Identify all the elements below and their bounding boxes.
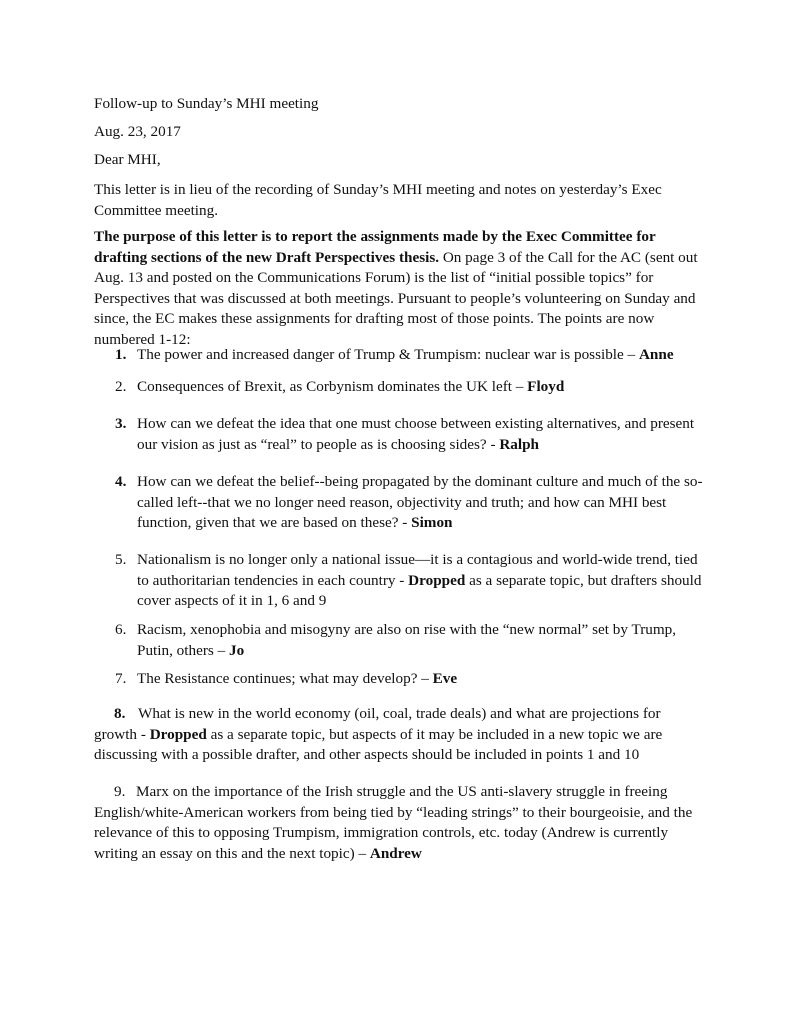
- list-item-assignee: Eve: [432, 670, 458, 687]
- list-item-note: as a separate topic, but drafters should cover aspects of it in 1, 6 and 9: [137, 571, 702, 609]
- purpose-paragraph: [94, 227, 704, 350]
- list-item-assignee: Dropped: [149, 725, 207, 743]
- list-item-assignee: Andrew: [369, 844, 422, 862]
- list-item-number: 9.: [114, 783, 126, 800]
- list-item-assignee: Floyd: [527, 378, 565, 395]
- list-item-text: Consequences of Brexit, as Corbynism dominates the UK left –: [137, 378, 528, 395]
- list-item: [115, 414, 705, 455]
- list-item-note: as a separate topic, but aspects of it may be included in a new topic we are discussing with a possible drafter, and other aspects should be included in points 1 and 10: [94, 725, 663, 763]
- list-item-number: 3.: [115, 415, 127, 432]
- list-item: [94, 782, 706, 864]
- letter-date: Aug. 23, 2017: [94, 123, 181, 140]
- list-item-number: 5.: [115, 551, 127, 568]
- list-item-number: 1.: [115, 346, 127, 363]
- list-item-assignee: Simon: [411, 514, 453, 531]
- list-item-number: 2.: [115, 378, 127, 395]
- list-item-assignee: Dropped: [408, 571, 466, 589]
- list-item-text: What is new in the world economy (oil, coal, trade deals) and what are projections for growth -: [94, 705, 661, 743]
- list-item-text: How can we defeat the idea that one must choose between existing alternatives, and present our vision as just as “real” to people as is choosing sides? -: [137, 415, 695, 453]
- list-item-text: Marx on the importance of the Irish struggle and the US anti-slavery struggle in freeing English/white-American workers from being tied by “leading strings” to their bourgeoisie, and the relevance of this to opposing Trumpism, immigration controls, etc. today (Andrew is currently writing an essay on this and the next topic) –: [94, 783, 693, 862]
- list-item-text: Racism, xenophobia and misogyny are also on rise with the “new normal” set by Trump, Putin, others –: [137, 621, 677, 659]
- list-item-text: How can we defeat the belief--being propagated by the dominant culture and much of the so-called left--that we no longer need reason, objectivity and truth; and how can MHI best function, given that we are based on these? -: [137, 473, 703, 531]
- list-item: [115, 669, 705, 690]
- list-item-number: 7.: [115, 670, 127, 687]
- list-item: [115, 345, 705, 366]
- list-item-number: 4.: [115, 473, 127, 490]
- list-item-text: The Resistance continues; what may develop? –: [137, 670, 433, 687]
- letter-salutation: Dear MHI,: [94, 151, 161, 168]
- list-item-number: 6.: [115, 621, 127, 638]
- list-item-assignee: Ralph: [499, 435, 539, 453]
- list-item-assignee: Anne: [638, 346, 674, 363]
- list-item: [115, 377, 705, 398]
- list-item: [115, 620, 705, 661]
- list-item-number: 8.: [114, 705, 126, 722]
- list-item: [115, 550, 705, 612]
- list-item: [94, 704, 706, 766]
- purpose-bold-text: The purpose of this letter is to report the assignments made by the Exec Committee for drafting sections of the new Draft Perspectives thesis.: [94, 228, 656, 266]
- letter-title: Follow-up to Sunday’s MHI meeting: [94, 95, 319, 112]
- intro-paragraph: This letter is in lieu of the recording of Sunday’s MHI meeting and notes on yesterday’s Exec Committee meeting.: [94, 181, 662, 219]
- list-item-text: Nationalism is no longer only a national issue—it is a contagious and world-wide trend, tied to authoritarian tendencies in each country -: [137, 551, 698, 589]
- list-item-assignee: Jo: [228, 641, 245, 659]
- list-item: [115, 472, 705, 534]
- list-item-text: The power and increased danger of Trump & Trumpism: nuclear war is possible –: [137, 346, 639, 363]
- purpose-body-text: On page 3 of the Call for the AC (sent out Aug. 13 and posted on the Communications Forum) is the list of “initial possible topics” for Perspectives that was discussed at both meetings. Pursuant to people’s volunteering on Sunday and since, the EC makes these assignments for drafting most of those points. The points are now numbered 1-12:: [94, 248, 698, 348]
